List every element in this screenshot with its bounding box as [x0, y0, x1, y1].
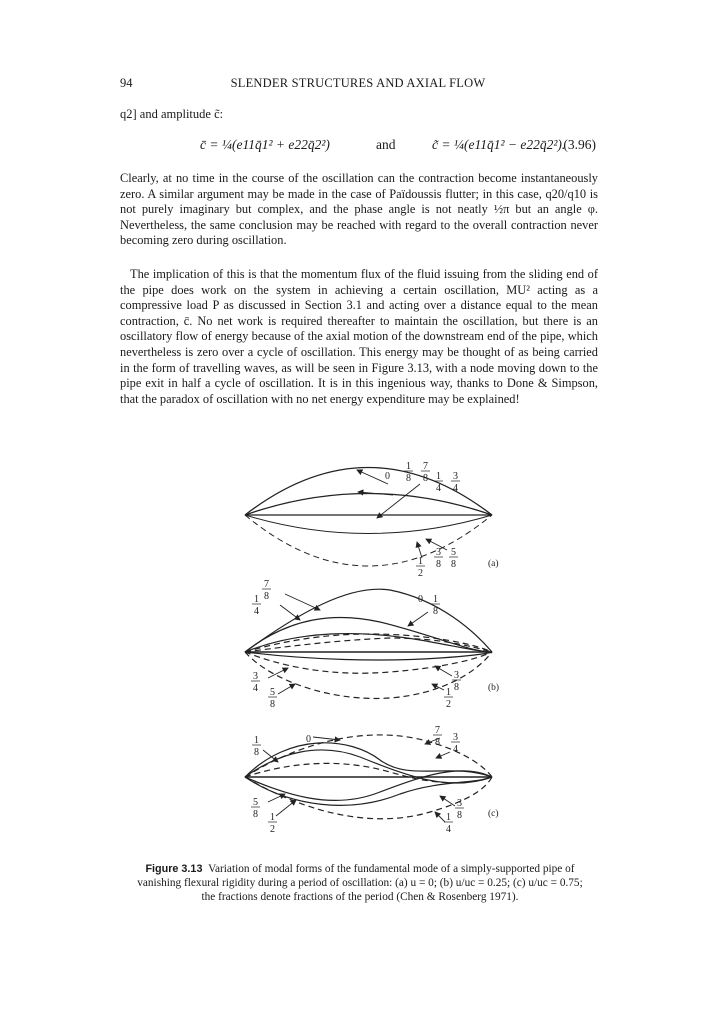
- paragraph-2: The implication of this is that the momentum flux of the fluid issuing from the sliding end of the pipe does work on the system in achieving a certain oscillation, MU² acting as a compressive load P as discussed in Section 3.1 and acting over a distance equal to the mean contraction, c̄. No net work is required thereafter to maintain the oscillation, but there is an oscillatory flow of energy because of the axial motion of the downstream end of the pipe, which nevertheless is zero over a cycle of oscillation. This energy may be thought of as being carried in the form of travelling waves, as will be seen in Figure 3.13, with a node moving down to the pipe exit in half a cycle of oscillation. It is in this ingenious way, thanks to Done & Simpson, that the paradox of oscillation with no net energy expenditure may be explained!: [120, 267, 598, 406]
- fraction-1-8-num: 1: [406, 462, 411, 472]
- figure-caption: [132, 862, 588, 904]
- fraction-0: 0: [418, 594, 423, 605]
- mode-curve: [245, 652, 492, 660]
- fraction-5-8-num: 5: [451, 547, 456, 558]
- equation-amplitude: c̃ = ¼(e11q̄1² − e22q̄2²).: [432, 137, 566, 152]
- equation-mean-contraction: c̄ = ¼(e11q̄1² + e22q̄2²): [200, 137, 330, 152]
- fraction-1-4-num: 1: [254, 594, 259, 605]
- fraction-3-4-den: 4: [253, 683, 258, 694]
- fraction-3-4-den: 4: [453, 744, 458, 755]
- fraction-1-8-den: 8: [406, 473, 411, 484]
- fraction-7-8-num: 7: [423, 462, 428, 472]
- mode-curve: [245, 589, 492, 652]
- fraction-1-4-den: 4: [436, 483, 441, 494]
- fraction-pointer: [435, 666, 452, 676]
- fraction-pointer: [268, 794, 285, 802]
- fraction-3-8-den: 8: [454, 682, 459, 693]
- fraction-7-8-num: 7: [435, 725, 440, 736]
- fraction-pointer: [357, 470, 388, 484]
- fraction-5-8-num: 5: [270, 687, 275, 698]
- equation-number: (3.96): [563, 137, 596, 152]
- mode-curve: [245, 763, 492, 782]
- fraction-pointer: [440, 796, 455, 806]
- fraction-1-2-den: 2: [270, 824, 275, 835]
- figure-caption-text: Variation of modal forms of the fundamental mode of a simply-supported pipe of vanishing flexural rigidity during a period of oscillation: (a) u = 0; (b) u/uc = 0.25; (c) u/uc = 0.75; the fractions denote fractions of the period (Chen & Rosenberg 1971).: [137, 863, 583, 903]
- fraction-5-8-den: 8: [451, 559, 456, 570]
- fraction-pointer: [278, 684, 295, 694]
- fraction-3-4-den: 4: [453, 483, 458, 494]
- fraction-1-4-den: 4: [446, 824, 451, 835]
- fraction-pointer: [285, 594, 320, 610]
- panel-c-label: (c): [488, 809, 499, 819]
- fraction-0: 0: [306, 734, 311, 745]
- panel-c-fractions: [251, 725, 499, 835]
- fraction-3-8-num: 3: [436, 547, 441, 558]
- fraction-pointer: [276, 800, 296, 816]
- fraction-1-8-num: 1: [254, 735, 259, 746]
- fraction-1-2-num: 1: [446, 687, 451, 698]
- fraction-pointer: [436, 752, 450, 758]
- page-number: 94: [120, 76, 133, 90]
- fraction-1-8-den: 8: [254, 747, 259, 758]
- fraction-5-8-num: 5: [253, 797, 258, 808]
- fraction-3-4-num: 3: [453, 471, 458, 482]
- fraction-1-4-num: 1: [436, 471, 441, 482]
- mode-curve: [245, 494, 492, 516]
- lead-in-text: q2] and amplitude c̃:: [120, 107, 224, 121]
- fraction-1-2-den: 2: [418, 568, 423, 579]
- panel-b-fractions: [251, 579, 499, 710]
- fraction-5-8-den: 8: [270, 699, 275, 710]
- fraction-1-2-num: 1: [418, 556, 423, 567]
- fraction-pointer: [313, 737, 340, 740]
- fraction-7-8-den: 8: [435, 737, 440, 748]
- fraction-3-8-den: 8: [457, 810, 462, 821]
- mode-curve: [245, 515, 492, 534]
- figure-3-13: [240, 462, 510, 854]
- figure-caption-label: Figure 3.13: [145, 863, 203, 875]
- fraction-7-8-num: 7: [264, 579, 269, 590]
- fraction-7-8-den: 8: [264, 591, 269, 602]
- fraction-1-8-den: 8: [433, 606, 438, 617]
- fraction-3-4-num: 3: [453, 732, 458, 743]
- running-title: SLENDER STRUCTURES AND AXIAL FLOW: [230, 76, 486, 90]
- fraction-pointer: [408, 612, 428, 626]
- fraction-pointer: [377, 484, 420, 518]
- fraction-pointer: [435, 812, 445, 822]
- figure-diagram: [240, 462, 510, 854]
- fraction-1-4-num: 1: [446, 812, 451, 823]
- panel-b-label: (b): [488, 683, 500, 693]
- panel-a-fractions: [385, 462, 499, 579]
- panel-a-label: (a): [488, 559, 499, 569]
- fraction-pointer: [280, 605, 300, 620]
- fraction-1-2-num: 1: [270, 812, 275, 823]
- fraction-1-2-den: 2: [446, 699, 451, 710]
- fraction-0: 0: [385, 471, 390, 482]
- fraction-3-8-den: 8: [436, 559, 441, 570]
- paragraph-1: Clearly, at no time in the course of the oscillation can the contraction become instantaneously zero. A similar argument may be made in the case of Païdoussis flutter; in this case, q20/q10 is not purely imaginary but complex, and the phase angle is not neatly ½π but an angle φ. Nevertheless, the same conclusion may be reached with regard to the overall contraction never becoming zero during oscillation.: [120, 171, 598, 248]
- page-header: [120, 76, 596, 94]
- fraction-3-8-num: 3: [454, 670, 459, 681]
- fraction-3-8-num: 3: [457, 798, 462, 809]
- equation-3-96: [120, 137, 596, 159]
- fraction-7-8-den: 8: [423, 473, 428, 484]
- equation-conjunction: and: [376, 137, 396, 152]
- fraction-1-8-num: 1: [433, 594, 438, 605]
- fraction-3-4-num: 3: [253, 671, 258, 682]
- fraction-5-8-den: 8: [253, 809, 258, 820]
- fraction-1-4-den: 4: [254, 606, 259, 617]
